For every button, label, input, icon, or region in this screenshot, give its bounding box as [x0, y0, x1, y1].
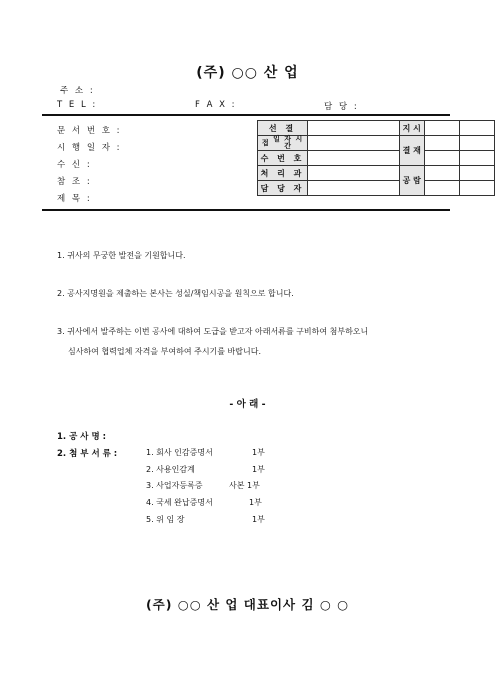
issue-date-label: 시 행 일 자 : — [57, 143, 122, 153]
doc-number-label: 문 서 번 호 : — [57, 126, 122, 136]
attachment-item-2: 2. 사용인감계 — [146, 465, 195, 474]
receipt-date-text: 일 자 시 — [273, 135, 304, 143]
receipt-datetime-cell[interactable] — [308, 136, 400, 151]
receipt-prefix: 접 — [261, 139, 270, 147]
decision-label: 결 재 — [399, 136, 424, 166]
receipt-datetime-label — [258, 136, 308, 151]
header-divider — [42, 114, 450, 116]
review-cell-1[interactable] — [424, 166, 459, 181]
decision-cell-3[interactable] — [424, 151, 459, 166]
pre-decision-label: 선 결 — [258, 121, 308, 136]
review-cell-3[interactable] — [424, 181, 459, 196]
decision-cell-2[interactable] — [459, 136, 494, 151]
receipt-number-cell[interactable] — [308, 151, 400, 166]
review-cell-2[interactable] — [459, 166, 494, 181]
tel-label: T E L : — [57, 100, 98, 110]
paragraph-3-line-1: 3. 귀사에서 발주하는 이번 공사에 대하여 도급을 받고자 아래서류를 구비하여 첨부하오니 — [57, 327, 369, 336]
attachment-item-1: 1. 회사 인감증명서 — [146, 448, 213, 457]
directive-cell-1[interactable] — [424, 121, 459, 136]
pre-decision-cell[interactable] — [308, 121, 400, 136]
paragraph-3-line-2: 심사하여 협력업체 자격을 부여하여 주시기를 바랍니다. — [68, 347, 261, 356]
attachment-item-3: 3. 사업자등록증 — [146, 481, 203, 490]
reference-label: 참 조 : — [57, 177, 92, 187]
person-in-charge-cell[interactable] — [308, 181, 400, 196]
signature-line: (주) ○○ 산 업 대표이사 김 ○ ○ — [145, 597, 350, 612]
processing-dept-label: 처 리 과 — [258, 166, 308, 181]
attachment-qty-3: 사본 1부 — [229, 481, 260, 490]
attachment-qty-1: 1부 — [252, 448, 265, 457]
info-divider — [42, 209, 450, 211]
attachments-label: 2. 첨 부 서 류 : — [57, 449, 118, 459]
receipt-number-label: 수 번 호 — [258, 151, 308, 166]
review-label: 공 람 — [399, 166, 424, 196]
recipient-label: 수 신 : — [57, 160, 92, 170]
review-cell-4[interactable] — [459, 181, 494, 196]
attachment-qty-4: 1부 — [249, 498, 262, 507]
processing-dept-cell[interactable] — [308, 166, 400, 181]
attachment-item-5: 5. 위 임 장 — [146, 515, 185, 524]
company-title: (주) ○○ 산 업 — [196, 65, 299, 81]
attachment-qty-5: 1부 — [252, 515, 265, 524]
paragraph-1: 1. 귀사의 무궁한 발전을 기원합니다. — [57, 251, 186, 260]
attachment-qty-2: 1부 — [252, 465, 265, 474]
manager-label: 담 당 : — [324, 102, 359, 112]
decision-cell-4[interactable] — [459, 151, 494, 166]
approval-table — [257, 120, 495, 196]
paragraph-2: 2. 공사지명원을 제출하는 본사는 성실/책임시공을 원칙으로 합니다. — [57, 289, 294, 298]
directive-label: 지 시 — [399, 121, 424, 136]
person-in-charge-label: 담 당 자 — [258, 181, 308, 196]
subject-label: 제 목 : — [57, 194, 92, 204]
address-label: 주 소 : — [60, 86, 95, 96]
attachment-item-4: 4. 국세 완납증명서 — [146, 498, 213, 507]
below-heading: - 아 래 - — [229, 399, 266, 410]
receipt-time-text: 간 — [284, 142, 293, 150]
project-name-label: 1. 공 사 명 : — [57, 432, 107, 442]
fax-label: F A X : — [195, 100, 237, 110]
decision-cell-1[interactable] — [424, 136, 459, 151]
directive-cell-2[interactable] — [459, 121, 494, 136]
